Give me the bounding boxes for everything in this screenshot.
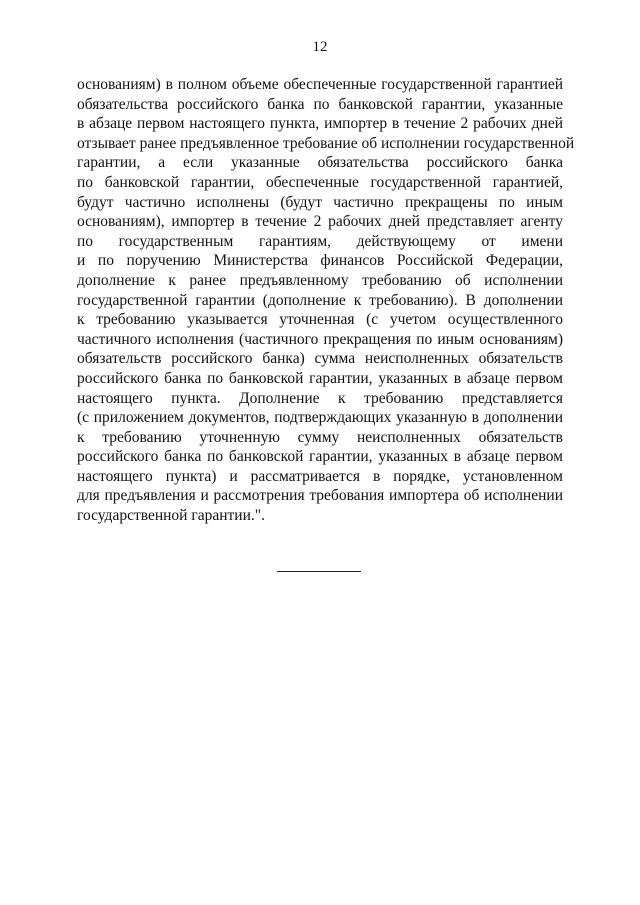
paragraph-line: настоящего пункта) и рассматривается в порядке, установленном <box>77 467 563 485</box>
paragraph-line: основаниям) в полном объеме обеспеченные государственной гарантией <box>77 76 563 93</box>
paragraph-line: российского банка по банковской гарантии, указанных в абзаце первом <box>77 369 563 387</box>
paragraph-line: настоящего пункта. Дополнение к требованию представляется <box>77 389 563 407</box>
paragraph-line: государственной гарантии (дополнение к требованию). В дополнении <box>77 291 563 309</box>
paragraph-line: российского банка по банковской гарантии, указанных в абзаце первом <box>77 448 563 466</box>
paragraph-line: по банковской гарантии, обеспеченные государственной гарантией, <box>77 173 563 191</box>
paragraph-line: по государственным гарантиям, действующему от имени <box>77 232 563 250</box>
paragraph-line: обязательств российского банка) сумма неисполненных обязательств <box>77 350 563 368</box>
paragraph-line: дополнение к ранее предъявленному требованию об исполнении <box>77 271 563 289</box>
paragraph-line: и по поручению Министерства финансов Российской Федерации, <box>77 252 563 270</box>
body-paragraph <box>77 75 575 526</box>
paragraph-line: основаниям), импортер в течение 2 рабочих дней представляет агенту <box>77 213 563 231</box>
paragraph-line: к требованию уточненную сумму неисполненных обязательств <box>77 428 563 446</box>
paragraph-line: частичного исполнения (частичного прекращения по иным основаниям) <box>77 330 563 348</box>
paragraph-line: для предъявления и рассмотрения требования импортера об исполнении <box>77 487 563 505</box>
paragraph-line: обязательства российского банка по банковской гарантии, указанные <box>77 95 563 113</box>
paragraph-line: (с приложением документов, подтверждающих указанную в дополнении <box>77 409 563 427</box>
paragraph-line: государственной гарантии.". <box>77 507 265 525</box>
paragraph-line: гарантии, а если указанные обязательства российского банка <box>77 154 563 172</box>
end-separator-line <box>277 571 361 572</box>
paragraph-line: отзывает ранее предъявленное требование об исполнении государственной <box>77 134 575 152</box>
paragraph-line: к требованию указывается уточненная (с учетом осуществленного <box>77 311 563 329</box>
paragraph-line: будут частично исполнены (будут частично прекращены по иным <box>77 193 563 211</box>
page-number: 12 <box>312 39 328 55</box>
paragraph-line: в абзаце первом настоящего пункта, импортер в течение 2 рабочих дней <box>77 115 563 133</box>
